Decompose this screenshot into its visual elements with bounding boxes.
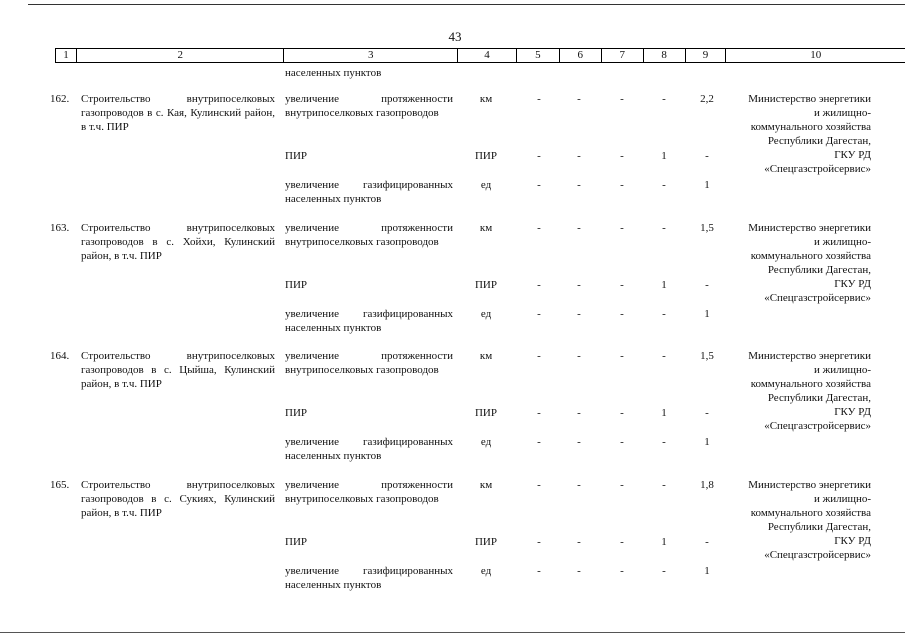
value-col-9: 1 [704, 179, 710, 191]
value-col-5: - [537, 536, 541, 548]
indicator-length: увеличение протяженности внутрипоселковых газопроводов [285, 93, 453, 119]
responsible-line: ГКУ РД [834, 406, 871, 418]
responsible-line: «Спецгазстройсервис» [764, 163, 871, 175]
indicator-pir: ПИР [285, 150, 308, 162]
row-number: 165. [50, 479, 70, 491]
value-col-8: - [662, 350, 666, 362]
responsible-line: Республики Дагестан, [767, 521, 871, 533]
value-col-6: - [577, 222, 581, 234]
page-top-rule [28, 4, 905, 5]
value-col-8: 1 [661, 407, 667, 419]
value-col-6: - [577, 565, 581, 577]
value-col-9: 2,2 [700, 93, 714, 105]
row-number: 164. [50, 350, 70, 362]
value-col-6: - [577, 308, 581, 320]
header-col-5: 5 [517, 49, 560, 62]
value-col-5: - [537, 350, 541, 362]
responsible-line: ГКУ РД [834, 535, 871, 547]
responsible-line: Министерство энергетики [748, 93, 871, 105]
indicator-length: увеличение протяженности внутрипоселковых газопроводов [285, 350, 453, 376]
value-col-5: - [537, 279, 541, 291]
value-col-8: - [662, 308, 666, 320]
header-col-2: 2 [77, 49, 285, 62]
responsible-line: «Спецгазстройсервис» [764, 420, 871, 432]
value-col-9: - [705, 150, 709, 162]
value-col-7: - [620, 93, 624, 105]
project-name: Строительство внутрипоселковых газопроводов в с. Кая, Кулинский район, в т.ч. ПИР [81, 93, 275, 133]
responsible-line: Министерство энергетики [748, 222, 871, 234]
value-col-9: 1,5 [700, 222, 714, 234]
value-col-5: - [537, 150, 541, 162]
responsible-line: «Спецгазстройсервис» [764, 292, 871, 304]
responsible-line: Республики Дагестан, [767, 264, 871, 276]
row-number: 162. [50, 93, 70, 105]
value-col-7: - [620, 179, 624, 191]
value-col-9: 1 [704, 436, 710, 448]
unit-length: км [479, 350, 493, 362]
value-col-6: - [577, 436, 581, 448]
value-col-7: - [620, 308, 624, 320]
responsible-line: коммунального хозяйства [750, 507, 871, 519]
unit-settlements: ед [480, 308, 492, 320]
indicator-settlements: увеличение газифицированных населенных пунктов [285, 179, 453, 205]
value-col-5: - [537, 179, 541, 191]
unit-pir: ПИР [474, 407, 497, 419]
unit-length: км [479, 93, 493, 105]
table-row-group [0, 221, 905, 349]
indicator-pir: ПИР [285, 407, 308, 419]
value-col-9: 1 [704, 308, 710, 320]
value-col-6: - [577, 350, 581, 362]
value-col-7: - [620, 436, 624, 448]
indicator-settlements: увеличение газифицированных населенных пунктов [285, 565, 453, 591]
value-col-7: - [620, 279, 624, 291]
value-col-7: - [620, 479, 624, 491]
value-col-5: - [537, 479, 541, 491]
responsible-executor [728, 349, 871, 433]
value-col-7: - [620, 536, 624, 548]
value-col-6: - [577, 150, 581, 162]
responsible-line: коммунального хозяйства [750, 378, 871, 390]
value-col-9: - [705, 407, 709, 419]
value-col-5: - [537, 565, 541, 577]
continuation-text: населенных пунктов [285, 67, 382, 79]
indicator-settlements: увеличение газифицированных населенных пунктов [285, 308, 453, 334]
unit-settlements: ед [480, 179, 492, 191]
value-col-8: - [662, 222, 666, 234]
responsible-line: ГКУ РД [834, 278, 871, 290]
value-col-6: - [577, 407, 581, 419]
indicator-pir: ПИР [285, 279, 308, 291]
value-col-9: - [705, 279, 709, 291]
indicator-length: увеличение протяженности внутрипоселковых газопроводов [285, 222, 453, 248]
unit-length: км [479, 222, 493, 234]
unit-settlements: ед [480, 436, 492, 448]
responsible-executor [728, 221, 871, 305]
value-col-9: 1,5 [700, 350, 714, 362]
header-col-3: 3 [284, 49, 458, 62]
table-header [55, 48, 905, 63]
row-number: 163. [50, 222, 70, 234]
value-col-9: 1 [704, 565, 710, 577]
responsible-line: и жилищно- [813, 364, 871, 376]
value-col-5: - [537, 93, 541, 105]
responsible-line: ГКУ РД [834, 149, 871, 161]
responsible-executor [728, 92, 871, 176]
value-col-8: - [662, 93, 666, 105]
header-col-4: 4 [458, 49, 517, 62]
unit-pir: ПИР [474, 150, 497, 162]
value-col-6: - [577, 536, 581, 548]
page-number: 43 [448, 29, 462, 44]
value-col-9: - [705, 536, 709, 548]
value-col-7: - [620, 150, 624, 162]
value-col-5: - [537, 436, 541, 448]
header-col-8: 8 [644, 49, 686, 62]
responsible-line: «Спецгазстройсервис» [764, 549, 871, 561]
indicator-pir: ПИР [285, 536, 308, 548]
responsible-line: коммунального хозяйства [750, 121, 871, 133]
responsible-line: и жилищно- [813, 107, 871, 119]
unit-settlements: ед [480, 565, 492, 577]
indicator-length: увеличение протяженности внутрипоселковых газопроводов [285, 479, 453, 505]
header-col-7: 7 [602, 49, 644, 62]
responsible-executor [728, 478, 871, 562]
value-col-5: - [537, 308, 541, 320]
unit-pir: ПИР [474, 536, 497, 548]
responsible-line: Министерство энергетики [748, 350, 871, 362]
value-col-6: - [577, 179, 581, 191]
value-col-8: 1 [661, 150, 667, 162]
responsible-line: и жилищно- [813, 493, 871, 505]
value-col-7: - [620, 222, 624, 234]
value-col-6: - [577, 479, 581, 491]
value-col-5: - [537, 407, 541, 419]
value-col-8: - [662, 179, 666, 191]
unit-length: км [479, 479, 493, 491]
project-name: Строительство внутрипоселковых газопроводов в с. Сукиях, Кулинский район, в т.ч. ПИР [81, 479, 275, 519]
responsible-line: коммунального хозяйства [750, 250, 871, 262]
project-name: Строительство внутрипоселковых газопроводов в с. Цыйша, Кулинский район, в т.ч. ПИР [81, 350, 275, 390]
value-col-6: - [577, 279, 581, 291]
table-row-group [0, 92, 905, 220]
header-col-9: 9 [686, 49, 727, 62]
page-bottom-rule [0, 632, 905, 633]
indicator-settlements: увеличение газифицированных населенных пунктов [285, 436, 453, 462]
value-col-6: - [577, 93, 581, 105]
value-col-9: 1,8 [700, 479, 714, 491]
responsible-line: и жилищно- [813, 236, 871, 248]
project-name: Строительство внутрипоселковых газопроводов в с. Хойхи, Кулинский район, в т.ч. ПИР [81, 222, 275, 262]
header-col-1: 1 [56, 49, 77, 62]
value-col-8: 1 [661, 536, 667, 548]
value-col-7: - [620, 407, 624, 419]
responsible-line: Республики Дагестан, [767, 392, 871, 404]
value-col-8: - [662, 479, 666, 491]
unit-pir: ПИР [474, 279, 497, 291]
value-col-5: - [537, 222, 541, 234]
value-col-8: - [662, 565, 666, 577]
header-col-10: 10 [810, 49, 822, 61]
table-row-group [0, 349, 905, 477]
value-col-8: 1 [661, 279, 667, 291]
table-row-group [0, 478, 905, 606]
value-col-7: - [620, 350, 624, 362]
header-col-6: 6 [560, 49, 602, 62]
responsible-line: Республики Дагестан, [767, 135, 871, 147]
responsible-line: Министерство энергетики [748, 479, 871, 491]
value-col-7: - [620, 565, 624, 577]
value-col-8: - [662, 436, 666, 448]
